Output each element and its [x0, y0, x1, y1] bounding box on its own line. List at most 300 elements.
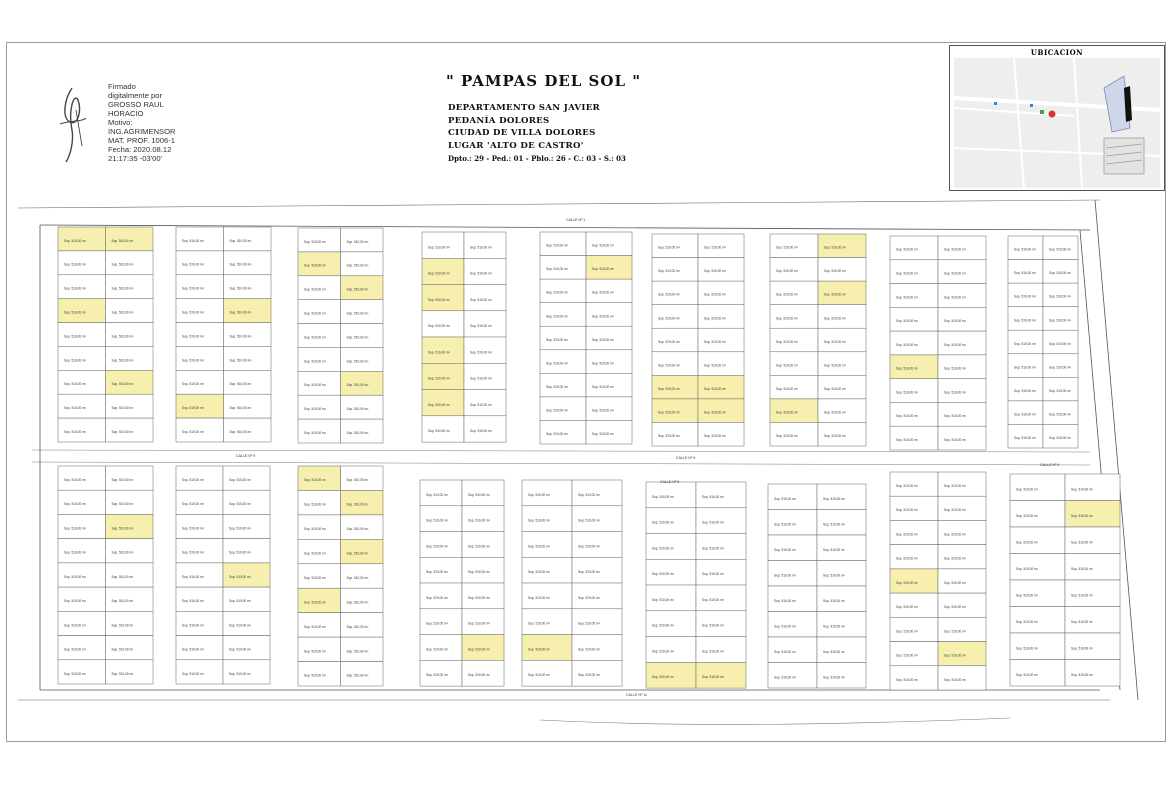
- lot-area-label: Sup. 510,00 m²: [346, 383, 369, 388]
- lot-area-label: Sup. 510,00 m²: [470, 271, 492, 276]
- lot-area-label: Sup. 510,00 m²: [182, 334, 204, 339]
- lot-area-label: Sup. 510,00 m²: [658, 316, 680, 321]
- lot-area-label: Sup. 510,00 m²: [229, 478, 251, 482]
- lot-area-label: Sup. 510,00 m²: [64, 550, 86, 555]
- lot-area-label: Sup. 510,00 m²: [428, 350, 450, 355]
- lot-area-label: Sup. 510,00 m²: [64, 526, 86, 531]
- lot-area-label: Sup. 510,00 m²: [546, 384, 568, 389]
- lot-area-label: Sup. 510,00 m²: [1049, 388, 1071, 393]
- lot-area-label: Sup. 510,00 m²: [1071, 540, 1093, 545]
- lot-area-label: Sup. 510,00 m²: [824, 386, 846, 391]
- lot-area-label: Sup. 510,00 m²: [776, 292, 798, 297]
- lot-area-label: Sup. 510,00 m²: [1049, 412, 1071, 417]
- signature-line: GROSSO RAUL: [108, 100, 164, 109]
- lot-area-label: Sup. 510,00 m²: [944, 677, 966, 682]
- lot-area-label: Sup. 510,00 m²: [111, 310, 134, 315]
- lot-area-label: Sup. 510,00 m²: [1016, 593, 1038, 598]
- lot-area-label: Sup. 510,00 m²: [896, 414, 918, 419]
- lot-area-label: Sup. 510,00 m²: [1014, 412, 1036, 417]
- lot-area-label: Sup. 510,00 m²: [468, 493, 490, 497]
- lot-area-label: Sup. 510,00 m²: [1016, 487, 1038, 492]
- lot-area-label: Sup. 510,00 m²: [1071, 566, 1093, 571]
- lot-area-label: Sup. 510,00 m²: [592, 408, 614, 413]
- lot-area-label: Sup. 510,00 m²: [426, 493, 448, 497]
- lot-area-label: Sup. 510,00 m²: [182, 599, 204, 604]
- lot-area-label: Sup. 510,00 m²: [426, 596, 448, 600]
- lot-area-label: Sup. 510,00 m²: [1016, 672, 1038, 677]
- lot-area-label: Sup. 510,00 m²: [1016, 513, 1038, 518]
- lot-area-label: Sup. 510,00 m²: [111, 262, 134, 267]
- lot-area-label: Sup. 510,00 m²: [774, 547, 796, 552]
- lot-area-label: Sup. 510,00 m²: [896, 295, 918, 300]
- lot-area-label: Sup. 510,00 m²: [111, 623, 134, 628]
- lot-area-label: Sup. 510,00 m²: [1014, 388, 1036, 393]
- lot-area-label: Sup. 510,00 m²: [304, 287, 326, 292]
- lot-area-label: Sup. 510,00 m²: [1049, 247, 1071, 252]
- lot-area-label: Sup. 510,00 m²: [774, 598, 796, 603]
- lot-area-label: Sup. 510,00 m²: [1014, 271, 1036, 276]
- lot-area-label: Sup. 510,00 m²: [1071, 619, 1093, 624]
- lot-area-label: Sup. 510,00 m²: [546, 361, 568, 366]
- lot-area-label: Sup. 510,00 m²: [182, 429, 204, 434]
- signature-line: HORACIO: [108, 109, 144, 118]
- lot-area-label: Sup. 510,00 m²: [704, 410, 726, 415]
- lot-area-label: Sup. 510,00 m²: [896, 438, 918, 442]
- lot-area-label: Sup. 510,00 m²: [774, 496, 796, 501]
- lot-area-label: Sup. 510,00 m²: [658, 269, 680, 274]
- lot-area-label: Sup. 510,00 m²: [182, 310, 204, 315]
- lot-area-label: Sup. 510,00 m²: [652, 520, 674, 525]
- signature-line: Firmado: [108, 82, 136, 91]
- lot-area-label: Sup. 510,00 m²: [896, 247, 918, 252]
- lot-area-label: Sup. 510,00 m²: [111, 358, 134, 363]
- lot-area-label: Sup. 510,00 m²: [944, 556, 966, 561]
- lot-area-label: Sup. 510,00 m²: [896, 605, 918, 610]
- lot-area-label: Sup. 510,00 m²: [229, 502, 251, 507]
- lot-area-label: Sup. 510,00 m²: [304, 575, 326, 580]
- lot-area-label: Sup. 510,00 m²: [944, 580, 966, 585]
- lot-area-label: Sup. 510,00 m²: [1071, 487, 1093, 492]
- lot-area-label: Sup. 510,00 m²: [304, 430, 326, 435]
- lot-area-label: Sup. 510,00 m²: [182, 550, 204, 555]
- lot-area-label: Sup. 510,00 m²: [824, 363, 846, 368]
- lot-area-label: Sup. 510,00 m²: [346, 263, 369, 268]
- lot-area-label: Sup. 510,00 m²: [896, 342, 918, 347]
- lot-area-label: Sup. 510,00 m²: [64, 358, 86, 363]
- lot-area-label: Sup. 510,00 m²: [468, 647, 490, 652]
- lot-area-label: Sup. 510,00 m²: [1014, 294, 1036, 299]
- lot-area-label: Sup. 510,00 m²: [346, 649, 369, 654]
- signature-line: Fecha: 2020.08.12: [108, 145, 172, 154]
- lot-area-label: Sup. 510,00 m²: [182, 478, 204, 482]
- lot-area-label: Sup. 510,00 m²: [1071, 646, 1093, 651]
- lot-area-label: Sup. 510,00 m²: [111, 382, 134, 387]
- lot-area-label: Sup. 510,00 m²: [468, 518, 490, 523]
- signature-line: digitalmente por: [108, 91, 163, 100]
- lot-area-label: Sup. 510,00 m²: [304, 263, 326, 268]
- signature-line: 21:17:35 -03'00': [108, 154, 162, 163]
- lot-area-label: Sup. 510,00 m²: [182, 406, 204, 410]
- lot-area-label: Sup. 510,00 m²: [546, 314, 568, 319]
- lot-area-label: Sup. 510,00 m²: [64, 262, 86, 267]
- lot-area-label: Sup. 510,00 m²: [426, 673, 448, 678]
- lot-area-label: Sup. 510,00 m²: [702, 598, 724, 602]
- lot-area-label: Sup. 510,00 m²: [776, 269, 798, 274]
- lot-area-label: Sup. 510,00 m²: [546, 267, 568, 272]
- lot-area-label: Sup. 510,00 m²: [896, 484, 918, 488]
- lot-area-label: Sup. 510,00 m²: [346, 575, 369, 580]
- lot-area-label: Sup. 510,00 m²: [704, 363, 726, 368]
- lot-area-label: Sup. 510,00 m²: [528, 621, 550, 626]
- lot-area-label: Sup. 510,00 m²: [823, 624, 845, 629]
- lot-area-label: Sup. 510,00 m²: [546, 337, 568, 342]
- lot-area-label: Sup. 510,00 m²: [470, 402, 492, 407]
- lot-area-label: Sup. 510,00 m²: [229, 406, 252, 410]
- lot-area-label: Sup. 510,00 m²: [304, 624, 326, 629]
- lot-area-label: Sup. 510,00 m²: [528, 493, 550, 497]
- lot-area-label: Sup. 510,00 m²: [304, 383, 326, 388]
- lot-area-label: Sup. 510,00 m²: [592, 337, 614, 342]
- lot-area-label: Sup. 510,00 m²: [704, 434, 726, 438]
- lot-area-label: Sup. 510,00 m²: [823, 573, 845, 578]
- lot-area-label: Sup. 510,00 m²: [944, 508, 966, 513]
- lot-area-label: Sup. 510,00 m²: [944, 247, 966, 252]
- lot-area-label: Sup. 510,00 m²: [578, 493, 600, 497]
- lot-area-label: Sup. 510,00 m²: [528, 544, 550, 549]
- lot-area-label: Sup. 510,00 m²: [304, 239, 326, 244]
- street-label-calle-4: CALLE Nº 4: [1040, 463, 1060, 467]
- lot-area-label: Sup. 510,00 m²: [426, 647, 448, 652]
- lot-area-label: Sup. 510,00 m²: [111, 671, 134, 676]
- lot-area-label: Sup. 510,00 m²: [182, 502, 204, 507]
- lot-area-label: Sup. 510,00 m²: [182, 238, 204, 243]
- lot-area-label: Sup. 510,00 m²: [229, 382, 252, 387]
- lot-area-label: Sup. 510,00 m²: [346, 311, 369, 316]
- lot-area-label: Sup. 510,00 m²: [428, 297, 450, 302]
- lot-area-label: Sup. 510,00 m²: [182, 526, 204, 531]
- lot-area-label: Sup. 510,00 m²: [111, 286, 134, 291]
- lot-area-label: Sup. 510,00 m²: [346, 527, 369, 531]
- lot-area-label: Sup. 510,00 m²: [774, 675, 796, 680]
- lot-area-label: Sup. 510,00 m²: [468, 621, 490, 626]
- lot-area-label: Sup. 510,00 m²: [774, 573, 796, 578]
- signature-line: Motivo:: [108, 118, 133, 127]
- lot-area-label: Sup. 510,00 m²: [1016, 619, 1038, 624]
- lot-area-label: Sup. 510,00 m²: [426, 544, 448, 549]
- lot-area-label: Sup. 510,00 m²: [304, 673, 326, 678]
- lot-area-label: Sup. 510,00 m²: [776, 363, 798, 368]
- lot-area-label: Sup. 510,00 m²: [111, 502, 134, 507]
- lot-area-label: Sup. 510,00 m²: [578, 596, 600, 600]
- lot-area-label: Sup. 510,00 m²: [702, 675, 724, 680]
- lot-area-label: Sup. 510,00 m²: [1016, 566, 1038, 571]
- lot-area-label: Sup. 510,00 m²: [470, 350, 492, 355]
- lot-area-label: Sup. 510,00 m²: [428, 324, 450, 328]
- signature-line: MAT. PROF. 1006-1: [108, 136, 175, 145]
- lot-area-label: Sup. 510,00 m²: [64, 382, 86, 387]
- lot-area-label: Sup. 510,00 m²: [823, 496, 845, 501]
- lot-area-label: Sup. 510,00 m²: [428, 376, 450, 381]
- lot-area-label: Sup. 510,00 m²: [944, 342, 966, 347]
- lot-area-label: Sup. 510,00 m²: [229, 310, 252, 315]
- lot-area-label: Sup. 510,00 m²: [774, 522, 796, 527]
- lot-area-label: Sup. 510,00 m²: [1071, 593, 1093, 598]
- lot-area-label: Sup. 510,00 m²: [229, 647, 251, 652]
- street-label-calle-5: CALLE Nº 5: [660, 480, 680, 484]
- lot-area-label: Sup. 510,00 m²: [304, 478, 326, 483]
- lot-area-label: Sup. 510,00 m²: [528, 673, 550, 678]
- lot-area-label: Sup. 510,00 m²: [658, 363, 680, 368]
- lot-area-label: Sup. 510,00 m²: [1049, 294, 1071, 299]
- lot-area-label: Sup. 510,00 m²: [111, 406, 134, 410]
- lot-area-label: Sup. 510,00 m²: [592, 290, 614, 295]
- lot-area-label: Sup. 510,00 m²: [702, 623, 724, 628]
- lot-area-label: Sup. 510,00 m²: [592, 361, 614, 366]
- lot-area-label: Sup. 510,00 m²: [346, 287, 369, 292]
- lot-area-label: Sup. 510,00 m²: [658, 245, 680, 250]
- lot-area-label: Sup. 510,00 m²: [652, 546, 674, 551]
- lot-area-label: Sup. 510,00 m²: [229, 286, 252, 291]
- lot-area-label: Sup. 510,00 m²: [346, 239, 369, 244]
- lot-area-label: Sup. 510,00 m²: [468, 673, 490, 678]
- lot-area-label: Sup. 510,00 m²: [776, 434, 798, 438]
- lot-area-label: Sup. 510,00 m²: [428, 271, 450, 276]
- lot-area-label: Sup. 510,00 m²: [896, 319, 918, 324]
- lot-area-label: Sup. 510,00 m²: [704, 339, 726, 344]
- lot-area-label: Sup. 510,00 m²: [776, 316, 798, 321]
- lot-area-label: Sup. 510,00 m²: [823, 547, 845, 552]
- lot-area-label: Sup. 510,00 m²: [896, 390, 918, 395]
- lot-area-label: Sup. 510,00 m²: [896, 653, 918, 658]
- lot-area-label: Sup. 510,00 m²: [578, 673, 600, 678]
- street-label-calle-11: CALLE Nº 11: [626, 693, 648, 697]
- lot-area-label: Sup. 510,00 m²: [426, 518, 448, 523]
- lot-area-label: Sup. 510,00 m²: [578, 518, 600, 523]
- lot-area-label: Sup. 510,00 m²: [896, 580, 918, 585]
- lot-area-label: Sup. 510,00 m²: [592, 267, 614, 272]
- lot-area-label: Sup. 510,00 m²: [304, 335, 326, 340]
- lot-area-label: Sup. 510,00 m²: [182, 286, 204, 291]
- lot-area-label: Sup. 510,00 m²: [824, 434, 846, 438]
- lot-area-label: Sup. 510,00 m²: [896, 677, 918, 682]
- lot-area-label: Sup. 510,00 m²: [428, 429, 450, 433]
- lot-area-label: Sup. 510,00 m²: [1014, 318, 1036, 323]
- lot-area-label: Sup. 510,00 m²: [229, 238, 252, 243]
- lot-area-label: Sup. 510,00 m²: [304, 311, 326, 316]
- lot-area-label: Sup. 510,00 m²: [944, 295, 966, 300]
- lot-area-label: Sup. 510,00 m²: [346, 335, 369, 340]
- place-line: LUGAR 'ALTO DE CASTRO': [448, 141, 584, 151]
- lot-area-label: Sup. 510,00 m²: [896, 629, 918, 634]
- lot-area-label: Sup. 510,00 m²: [546, 290, 568, 295]
- lot-area-label: Sup. 510,00 m²: [111, 599, 134, 604]
- lot-area-label: Sup. 510,00 m²: [111, 478, 134, 482]
- lot-area-label: Sup. 510,00 m²: [64, 238, 86, 243]
- lot-area-label: Sup. 510,00 m²: [229, 262, 252, 267]
- lot-area-label: Sup. 510,00 m²: [346, 673, 369, 678]
- lot-area-label: Sup. 510,00 m²: [111, 526, 134, 531]
- lot-area-label: Sup. 510,00 m²: [944, 390, 966, 395]
- lot-area-label: Sup. 510,00 m²: [658, 292, 680, 297]
- signature-line: ING.AGRIMENSOR: [108, 127, 176, 136]
- lot-area-label: Sup. 510,00 m²: [229, 526, 251, 531]
- lot-area-label: Sup. 510,00 m²: [824, 269, 846, 274]
- lot-area-label: Sup. 510,00 m²: [182, 358, 204, 363]
- lot-area-label: Sup. 510,00 m²: [704, 269, 726, 274]
- lot-area-label: Sup. 510,00 m²: [428, 245, 450, 250]
- lot-area-label: Sup. 510,00 m²: [182, 382, 204, 387]
- lot-area-label: Sup. 510,00 m²: [702, 546, 724, 551]
- lot-area-label: Sup. 510,00 m²: [64, 334, 86, 339]
- lot-area-label: Sup. 510,00 m²: [652, 675, 674, 680]
- lot-area-label: Sup. 510,00 m²: [346, 430, 369, 435]
- lot-area-label: Sup. 510,00 m²: [64, 478, 86, 482]
- lot-area-label: Sup. 510,00 m²: [468, 544, 490, 549]
- lot-area-label: Sup. 510,00 m²: [896, 556, 918, 561]
- lot-area-label: Sup. 510,00 m²: [468, 570, 490, 575]
- cadastral-code: Dpto.: 29 - Ped.: 01 - Pblo.: 26 - C.: 03 - S.: 03: [448, 154, 626, 163]
- lot-area-label: Sup. 510,00 m²: [774, 649, 796, 654]
- lot-area-label: Sup. 510,00 m²: [823, 522, 845, 527]
- lot-area-label: Sup. 510,00 m²: [64, 406, 86, 410]
- lot-area-label: Sup. 510,00 m²: [592, 384, 614, 389]
- lot-area-label: Sup. 510,00 m²: [111, 238, 134, 243]
- lot-area-label: Sup. 510,00 m²: [702, 572, 724, 577]
- lot-area-label: Sup. 510,00 m²: [428, 402, 450, 407]
- lot-area-label: Sup. 510,00 m²: [1071, 513, 1093, 518]
- lot-area-label: Sup. 510,00 m²: [944, 271, 966, 276]
- location-map-title: UBICACION: [1030, 48, 1084, 57]
- street-label-calle-9-east: CALLE Nº 9: [676, 456, 696, 460]
- lot-area-label: Sup. 510,00 m²: [944, 414, 966, 419]
- lot-area-label: Sup. 510,00 m²: [182, 262, 204, 267]
- lot-area-label: Sup. 510,00 m²: [64, 286, 86, 291]
- lot-area-label: Sup. 510,00 m²: [182, 647, 204, 652]
- lot-area-label: Sup. 510,00 m²: [346, 407, 369, 411]
- lot-area-label: Sup. 510,00 m²: [1071, 672, 1093, 677]
- lot-area-label: Sup. 510,00 m²: [182, 623, 204, 628]
- lot-area-label: Sup. 510,00 m²: [182, 574, 204, 579]
- lot-area-label: Sup. 510,00 m²: [346, 502, 369, 507]
- lot-area-label: Sup. 510,00 m²: [1049, 436, 1071, 440]
- lot-area-label: Sup. 510,00 m²: [426, 570, 448, 575]
- street-label-calle-9: CALLE Nº 9: [236, 454, 256, 458]
- lot-area-label: Sup. 510,00 m²: [944, 629, 966, 634]
- lot-area-label: Sup. 510,00 m²: [229, 574, 251, 579]
- lot-area-label: Sup. 510,00 m²: [652, 623, 674, 628]
- lot-area-label: Sup. 510,00 m²: [944, 319, 966, 324]
- lot-area-label: Sup. 510,00 m²: [304, 359, 326, 364]
- lot-area-label: Sup. 510,00 m²: [944, 605, 966, 610]
- lot-area-label: Sup. 510,00 m²: [64, 599, 86, 604]
- lot-area-label: Sup. 510,00 m²: [528, 647, 550, 652]
- lot-area-label: Sup. 510,00 m²: [528, 596, 550, 600]
- lot-area-label: Sup. 510,00 m²: [824, 339, 846, 344]
- lot-area-label: Sup. 510,00 m²: [229, 334, 252, 339]
- plan-title: " PAMPAS DEL SOL ": [446, 72, 642, 90]
- lot-area-label: Sup. 510,00 m²: [346, 600, 369, 605]
- lot-area-label: Sup. 510,00 m²: [468, 596, 490, 600]
- lot-area-label: Sup. 510,00 m²: [1049, 341, 1071, 346]
- lot-area-label: Sup. 510,00 m²: [111, 334, 134, 339]
- lot-area-label: Sup. 510,00 m²: [592, 243, 614, 248]
- lot-area-label: Sup. 510,00 m²: [528, 570, 550, 575]
- lot-area-label: Sup. 510,00 m²: [64, 502, 86, 507]
- lot-area-label: Sup. 510,00 m²: [652, 598, 674, 602]
- lot-area-label: Sup. 510,00 m²: [1049, 318, 1071, 323]
- lot-area-label: Sup. 510,00 m²: [346, 359, 369, 364]
- department-line: DEPARTAMENTO SAN JAVIER: [448, 103, 600, 113]
- lot-area-label: Sup. 510,00 m²: [652, 572, 674, 577]
- lot-area-label: Sup. 510,00 m²: [823, 598, 845, 603]
- lot-blocks: [58, 227, 1120, 690]
- lot-area-label: Sup. 510,00 m²: [658, 339, 680, 344]
- lot-area-label: Sup. 510,00 m²: [304, 407, 326, 411]
- lot-area-label: Sup. 510,00 m²: [528, 518, 550, 523]
- lot-area-label: Sup. 510,00 m²: [229, 429, 252, 434]
- lot-area-label: Sup. 510,00 m²: [1014, 436, 1036, 440]
- lot-area-label: Sup. 510,00 m²: [776, 245, 798, 250]
- lot-area-label: Sup. 510,00 m²: [229, 358, 252, 363]
- lot-area-label: Sup. 510,00 m²: [64, 671, 86, 676]
- lot-area-label: Sup. 510,00 m²: [944, 366, 966, 371]
- lot-area-label: Sup. 510,00 m²: [776, 339, 798, 344]
- lot-area-label: Sup. 510,00 m²: [702, 649, 724, 654]
- lot-area-label: Sup. 510,00 m²: [1014, 341, 1036, 346]
- lot-area-label: Sup. 510,00 m²: [64, 310, 86, 315]
- lot-area-label: Sup. 510,00 m²: [896, 366, 918, 371]
- lot-area-label: Sup. 510,00 m²: [470, 376, 492, 381]
- lot-area-label: Sup. 510,00 m²: [652, 649, 674, 654]
- lot-area-label: Sup. 510,00 m²: [896, 508, 918, 513]
- lot-area-label: Sup. 510,00 m²: [426, 621, 448, 626]
- lot-area-label: Sup. 510,00 m²: [824, 245, 846, 250]
- lot-area-label: Sup. 510,00 m²: [111, 574, 134, 579]
- lot-area-label: Sup. 510,00 m²: [578, 570, 600, 575]
- lot-area-label: Sup. 510,00 m²: [64, 647, 86, 652]
- lot-area-label: Sup. 510,00 m²: [111, 429, 134, 434]
- lot-area-label: Sup. 510,00 m²: [304, 551, 326, 556]
- lot-area-label: Sup. 510,00 m²: [346, 478, 369, 483]
- lot-area-label: Sup. 510,00 m²: [546, 432, 568, 436]
- lot-area-label: Sup. 510,00 m²: [578, 544, 600, 549]
- lot-area-label: Sup. 510,00 m²: [304, 502, 326, 507]
- lot-area-label: Sup. 510,00 m²: [578, 621, 600, 626]
- lot-area-label: Sup. 510,00 m²: [346, 624, 369, 629]
- lot-area-label: Sup. 510,00 m²: [658, 434, 680, 438]
- lot-area-label: Sup. 510,00 m²: [896, 271, 918, 276]
- lot-area-label: Sup. 510,00 m²: [304, 649, 326, 654]
- lot-area-label: Sup. 510,00 m²: [704, 386, 726, 391]
- lot-area-label: Sup. 510,00 m²: [304, 600, 326, 605]
- lot-area-label: Sup. 510,00 m²: [704, 316, 726, 321]
- lot-area-label: Sup. 510,00 m²: [824, 410, 846, 415]
- lot-area-label: Sup. 510,00 m²: [702, 495, 724, 499]
- lot-area-label: Sup. 510,00 m²: [658, 410, 680, 415]
- lot-area-label: Sup. 510,00 m²: [592, 314, 614, 319]
- lot-area-label: Sup. 510,00 m²: [64, 574, 86, 579]
- lot-area-label: Sup. 510,00 m²: [944, 532, 966, 537]
- lot-area-label: Sup. 510,00 m²: [824, 316, 846, 321]
- lot-area-label: Sup. 510,00 m²: [229, 599, 251, 604]
- lot-area-label: Sup. 510,00 m²: [652, 495, 674, 499]
- lot-area-label: Sup. 510,00 m²: [229, 623, 251, 628]
- lot-area-label: Sup. 510,00 m²: [470, 297, 492, 302]
- lot-area-label: Sup. 510,00 m²: [470, 245, 492, 250]
- lot-area-label: Sup. 510,00 m²: [578, 647, 600, 652]
- lot-area-label: Sup. 510,00 m²: [111, 647, 134, 652]
- lot-area-label: Sup. 510,00 m²: [823, 675, 845, 680]
